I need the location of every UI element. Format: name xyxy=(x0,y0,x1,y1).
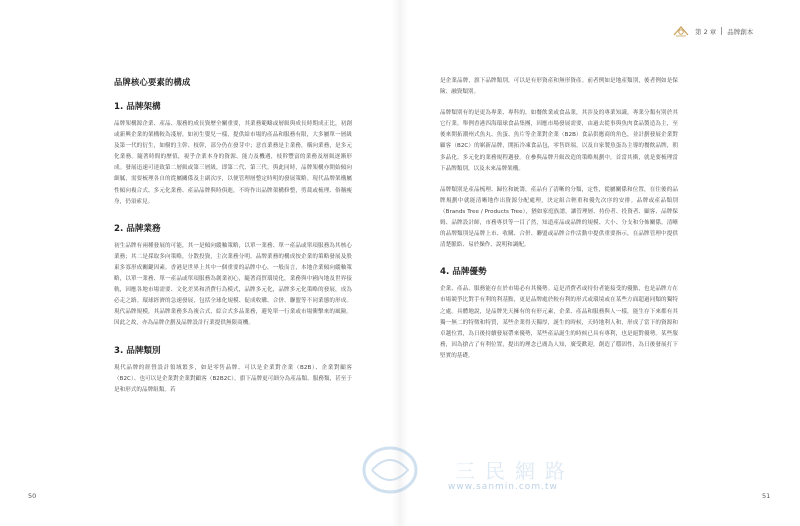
left-column xyxy=(114,76,352,396)
page-number-right: 51 xyxy=(762,492,771,500)
watermark-url: www.sanmin.com.tw xyxy=(448,482,558,492)
spacer xyxy=(440,251,678,265)
page-number-left: 50 xyxy=(28,492,37,500)
watermark-title: 三民網路 xyxy=(455,459,575,483)
heading-brand-advantage: 4. 品牌優勢 xyxy=(440,267,487,278)
heading-brand-business: 2. 品牌業務 xyxy=(114,223,161,234)
heading-brand-category: 3. 品牌類別 xyxy=(114,345,161,356)
paragraph-continued: 是企業品牌，旗下品牌類別，可以是有形資產和無形資產。前者例如是地產類別，後者例如是保險、融資類別。 xyxy=(440,78,678,96)
section-title: 品牌核心要素的構成 xyxy=(114,77,191,87)
paragraph-brand-business: 初生品牌有兩種發展的可能，其一是傾向縱軸策略，以單一業務、單一產品或單項服務為其核心業務；其二是採取多向策略，分散投資，主次業務分明。品牌業務的構成按企業的策略發展及股東多寡形成關鍵因素。香港是世界上其中一個重要的品牌中心，一般而言，本地企業傾向縱軸策略，以單一業務、單一產品或單項服務為創業初心，隨著商貿環境化，業務與中國內地及世界接軌，因應各地市場需要、文化差異和消費行為模式，品牌多元化，品牌多元化策略的發展，成為必走之路。環球經濟的急速發展，包括全球化規模、促成收購、合併、聯盟等不同業態的形成。現代品牌規模，其品牌業務多為複合式、綜合式多品業務，避免單一行業或市場衝擊來的風險。因此之故，亦為品牌企劃及品牌設計行業提供無限商機。 xyxy=(114,242,352,327)
right-column xyxy=(440,76,678,362)
paragraph-brand-architecture: 品牌架構源企業、產品、服務的成長資歷全關重要，其業務範疇或層級與成長時期成正比，初創或新興企業的架構較為淺層，如初生嬰兒一樣，提供給市場的產品和服務有限，大多屬單一層級及第一代的衍生，如樹的主幹、枝幹，部分仍在發芽中；意直業務是主業務，橫向業務，是多元化業務。隨著時間的歷值，視乎企業本身的資源、能力及機遇，枝幹豐富的業務及層級逐漸形成。發展迅速可達致第二層級或第三層級，即第二代、第三代。與此同時，品牌架構亦開始傾向細膩，需要梳理各自的從屬關係及主副次序，以便管理層整定時明的發展策略。現代品牌架構屬性傾向複合式、多元化業務、產品品牌與時俱進，不時作出品牌架構修整，剪裁或梳理、俗稱瘦身，仍須索見。 xyxy=(114,121,352,205)
paragraph-brand-category: 現代品牌的經營設計領域繁多，如是零售品牌、可以是企業對企業（B2B）、企業對顧客（B2C）、也可以是企業對企業對顧客（B2B2C），旗下品牌更可細分為產品類、服務類，甚至于是和形式的品牌組類。若 xyxy=(114,364,352,393)
header-divider xyxy=(721,27,722,35)
spacer xyxy=(440,98,678,108)
chapter-title: 品牌創本 xyxy=(727,27,754,36)
paragraph-category-tree: 品牌類別是產品梳理、歸位和統籌，產品有了清晰的分類，定性，從屬關係和位置，在往後的品牌規劃中就能清晰地作出資源分配處理，決定組合輕重和優先次序的安排。品牌或產品類別（Brands Tree / Products Tree），猶如家庭族譜，讓管理層、持份者、投資者、顧客、品牌保姆、品牌設計師，市務專員等一目了然，知道產品或品牌的規模、大小、分支和分佈關係。清晰的品牌類別是品牌上市、收購、合併、聯盟或品牌合作活動中提供重要指示，在品牌管理中提供清楚脈絡、易於操作、說明和調配。 xyxy=(440,186,678,249)
chapter-logo-icon xyxy=(672,24,690,38)
heading-brand-architecture: 1. 品牌架構 xyxy=(114,102,161,112)
running-header xyxy=(672,24,753,38)
book-gutter xyxy=(392,0,408,526)
chapter-label: 第 2 章 xyxy=(695,27,717,36)
paragraph-brand-advantage: 企業、產品、服務能存在於市場必有其優勢。這是消費者或持份者能接受的優點，也是品牌方在市場競爭比對手有利的利基點，更是品牌處於較有利的形式或環境或在某些方面超過同類的獨特之處。具體地說，是品牌先天擁有的有形元素，企業、產品和服務與人一樣，能生存下來都有其獨一無二的特徵和特質，某些企業得天獨厚，誕生的時候，天時地利人和，形成了當下的資源和卓越位置，為日後持續發展帶來優勢，某些產品誕生的時候已具有專利，也是絕對優勢。某些服務，因為搶占了有利位置，提出的理念已廣為人知，廣受歡迎，創造了穩固性，為日後發展打下堅實的基礎。 xyxy=(440,286,678,359)
paragraph-category-example: 品牌類別有的是更為專業、專科的，如餐飲業或食品業，其涉及的專業知識，專業分類有別於其它行業。舉例香港四海環球食品集團，因應市場發展需要，由過去從事與魚肉食品製造為主，至後來開拓潮州式魚丸、魚蛋、魚片等企業對企業（B2B）食品供應商的角色，並計劃發展企業對顧客（B2C）的嶄新品牌，開拓冷凍食品包，零售終端，以及自家製魚蛋為主導的餐飲品牌，朝多品化、多元化的業務規程邁發。在參與品牌升級改造的策略規劃中，首當其衝，就是要梳理當下品牌類別，以及未來品牌架構。 xyxy=(440,110,678,172)
spacer xyxy=(114,330,352,344)
spacer xyxy=(440,175,678,185)
spacer xyxy=(114,208,352,222)
